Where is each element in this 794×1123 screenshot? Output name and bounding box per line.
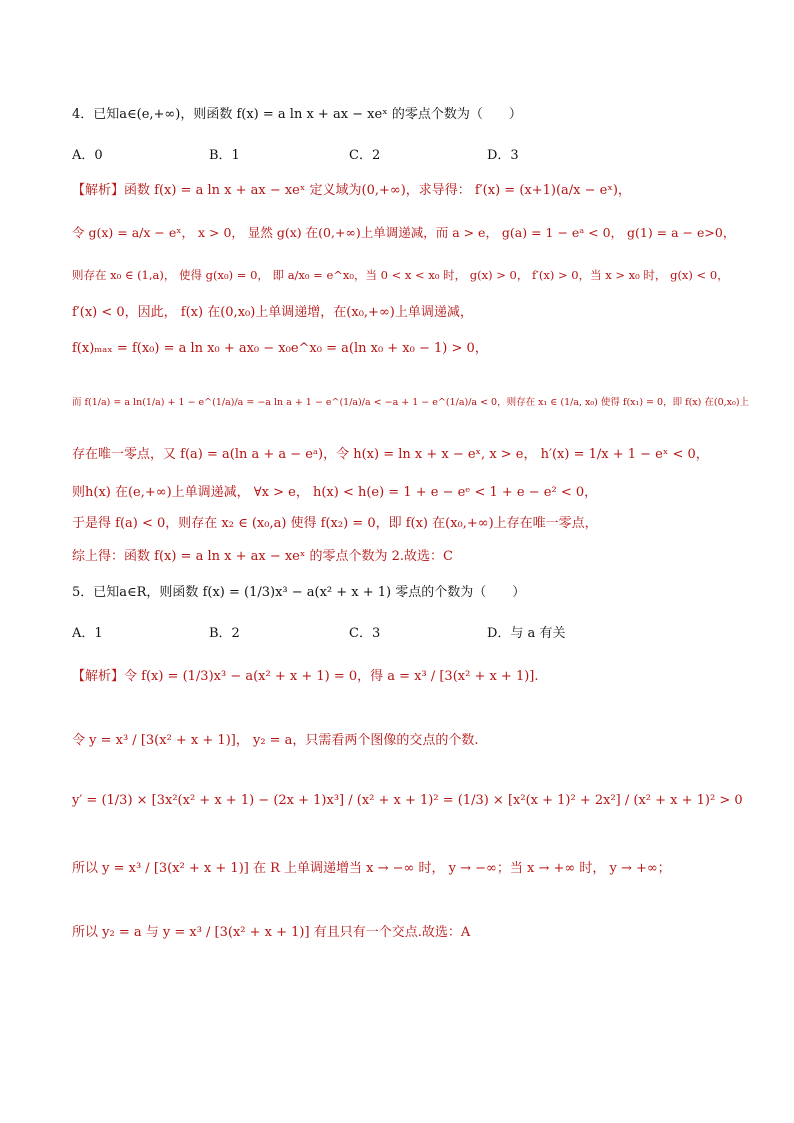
q5-choice-c: C．3 — [349, 626, 381, 641]
q5-sol-line-3: y′ = (1/3) × [3x²(x² + x + 1) − (2x + 1)x³] / (x² + x + 1)² = (1/3) × [x²(x + 1)² + 2x²] / (x² + x + 1)² > 0 — [72, 793, 743, 808]
q4-sol-line-2: 令 g(x) = a/x − eˣ， x > 0， 显然 g(x) 在(0,+∞)上单调递减，而 a > e， g(a) = 1 − eᵃ < 0， g(1) = a − e>0， — [72, 225, 736, 240]
q5-choice-d: D．与 a 有关 — [487, 626, 566, 641]
q4-choice-d: D．3 — [487, 148, 519, 163]
q5-choice-b: B．2 — [209, 626, 240, 641]
q5-sol-line-1: 【解析】令 f(x) = (1/3)x³ − a(x² + x + 1) = 0，得 a = x³ / [3(x² + x + 1)]. — [72, 669, 539, 684]
q4-sol-line-3: 则存在 x₀ ∈ (1,a)， 使得 g(x₀) = 0， 即 a/x₀ = e^x₀，当 0 < x < x₀ 时， g(x) > 0， f′(x) > 0，当 x > x₀ 时， g(x) < 0， — [72, 268, 729, 282]
q4-sol-line-5: f(x)ₘₐₓ = f(x₀) = a ln x₀ + ax₀ − x₀e^x₀ = a(ln x₀ + x₀ − 1) > 0， — [72, 341, 488, 356]
q4-sol-line-1: 【解析】函数 f(x) = a ln x + ax − xeˣ 定义域为(0,+∞)，求导得： f′(x) = (x+1)(a/x − eˣ)， — [72, 183, 631, 198]
q5-sol-line-5: 所以 y₂ = a 与 y = x³ / [3(x² + x + 1)] 有且只有一个交点.故选：A — [72, 925, 471, 940]
q4-sol-line-4: f′(x) < 0，因此， f(x) 在(0,x₀)上单调递增，在(x₀,+∞)上单调递减， — [72, 305, 473, 320]
q4-question: 4．已知a∈(e,+∞)，则函数 f(x) = a ln x + ax − xeˣ 的零点个数为（ ） — [72, 107, 522, 122]
q4-sol-line-8: 则h(x) 在(e,+∞)上单调递减， ∀x > e， h(x) < h(e) = 1 + e − eᵉ < 1 + e − e² < 0， — [72, 485, 598, 500]
q4-sol-line-10: 综上得：函数 f(x) = a ln x + ax − xeˣ 的零点个数为 2.故选：C — [72, 549, 453, 564]
q4-sol-line-6: 而 f(1/a) = a ln(1/a) + 1 − e^(1/a)/a = −a ln a + 1 − e^(1/a)/a < −a + 1 − e^(1/a)/a < 0，则存在 x₁ ∈ (1/a, x₀) 使得 f(x₁) = 0，即 f(x) 在(0,x₀)上 — [72, 397, 750, 408]
q5-question: 5．已知a∈R，则函数 f(x) = (1/3)x³ − a(x² + x + 1) 零点的个数为（ ） — [72, 585, 526, 600]
q5-choice-a: A．1 — [72, 626, 103, 641]
q5-sol-line-2: 令 y = x³ / [3(x² + x + 1)]， y₂ = a，只需看两个图像的交点的个数. — [72, 733, 479, 748]
q4-choice-c: C．2 — [349, 148, 381, 163]
q4-sol-line-9: 于是得 f(a) < 0，则存在 x₂ ∈ (x₀,a) 使得 f(x₂) = 0，即 f(x) 在(x₀,+∞)上存在唯一零点， — [72, 516, 598, 531]
q4-choice-a: A．0 — [72, 148, 103, 163]
q5-sol-line-4: 所以 y = x³ / [3(x² + x + 1)] 在 R 上单调递增当 x → −∞ 时， y → −∞；当 x → +∞ 时， y → +∞； — [72, 861, 671, 876]
q4-sol-line-7: 存在唯一零点，又 f(a) = a(ln a + a − eᵃ)，令 h(x) = ln x + x − eˣ, x > e， h′(x) = 1/x + 1 − eˣ < 0， — [72, 447, 709, 462]
q4-choice-b: B．1 — [209, 148, 240, 163]
